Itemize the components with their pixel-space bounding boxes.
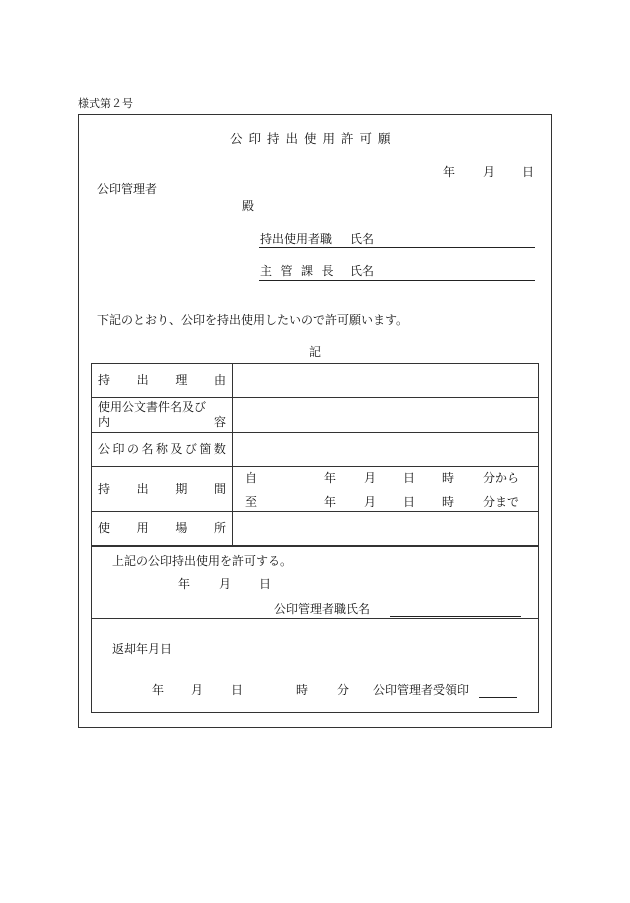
- manager-title-label: 主管課長: [260, 264, 343, 278]
- seal-label-text: [98, 442, 226, 457]
- period-to-minute: 分まで: [483, 495, 520, 509]
- applicant-title-label: 持出使用者職: [260, 232, 333, 246]
- approval-year: 年: [178, 577, 191, 591]
- label-char: 所: [213, 521, 226, 535]
- period-grid: [239, 467, 532, 511]
- label-char: 及: [170, 442, 183, 456]
- label-char: 名: [141, 442, 154, 456]
- label-char: 使: [98, 521, 111, 535]
- approval-signer-label: 公印管理者職氏名: [274, 602, 371, 616]
- label-char: の: [126, 442, 139, 456]
- label-char: び: [184, 442, 197, 456]
- period-value[interactable]: [233, 467, 539, 512]
- period-label-text: [98, 482, 226, 497]
- period-to-year: 年: [324, 495, 337, 509]
- period-from-hour: 時: [442, 471, 455, 485]
- approval-return-box: [91, 546, 539, 713]
- label-char: 持: [98, 481, 111, 496]
- label-char: 称: [155, 442, 168, 456]
- section-divider: [92, 618, 538, 619]
- label-char: 数: [213, 442, 226, 456]
- table-row: [92, 467, 539, 512]
- return-date-label: 返却年月日: [112, 642, 173, 656]
- period-to-month: 月: [364, 495, 377, 509]
- period-from-year: 年: [324, 471, 337, 485]
- table-row: [92, 398, 539, 433]
- period-to-hour: 時: [442, 495, 455, 509]
- label-char: 印: [112, 442, 125, 456]
- label-char: 理: [175, 373, 188, 387]
- applicant-signature-line: [259, 247, 535, 248]
- place-value[interactable]: [233, 512, 539, 546]
- table-row: [92, 512, 539, 546]
- table-row: [92, 364, 539, 398]
- approval-day: 日: [259, 577, 272, 591]
- period-from-minute: 分から: [483, 471, 520, 485]
- document-label-line1: 使用公文書件名及び: [98, 400, 207, 414]
- label-char: 出: [136, 481, 149, 496]
- document-label-you: 容: [213, 415, 226, 429]
- return-day: 日: [231, 683, 244, 697]
- date-year: 年: [443, 165, 456, 179]
- label-char: 箇: [199, 442, 212, 456]
- period-to-day: 日: [403, 495, 416, 509]
- form-number: 様式第２号: [78, 97, 133, 110]
- label-char: 用: [136, 521, 149, 535]
- row-label-period: [92, 467, 233, 512]
- period-to: 至: [245, 495, 258, 509]
- approval-month: 月: [219, 577, 232, 591]
- approval-signature-line[interactable]: [390, 616, 521, 617]
- period-from: 自: [245, 471, 258, 485]
- request-statement: 下記のとおり、公印を持出使用したいので許可願います。: [97, 313, 409, 327]
- request-table: [91, 363, 539, 546]
- return-minute: 分: [337, 683, 350, 697]
- approval-text: 上記の公印持出使用を許可する。: [112, 554, 293, 568]
- applicant-name-label: 氏名: [350, 232, 375, 246]
- return-hour: 時: [296, 683, 309, 697]
- date-month: 月: [483, 165, 496, 179]
- form-title: 公印持出使用許可願: [230, 131, 397, 146]
- row-label-document: [92, 398, 233, 433]
- honorific: 殿: [242, 199, 255, 213]
- receipt-seal-label: 公印管理者受領印: [373, 683, 470, 697]
- addressee: 公印管理者: [97, 182, 158, 196]
- label-char: 期: [175, 481, 188, 496]
- manager-signature-line: [259, 280, 535, 281]
- return-month: 月: [191, 683, 204, 697]
- document-label-line2: [98, 415, 226, 430]
- label-char: 場: [175, 521, 188, 535]
- label-char: 出: [136, 373, 149, 387]
- row-label-place: [92, 512, 233, 546]
- ki-heading: 記: [309, 345, 322, 359]
- period-from-day: 日: [403, 471, 416, 485]
- receipt-seal-line[interactable]: [479, 697, 517, 698]
- seal-value[interactable]: [233, 433, 539, 467]
- return-year: 年: [152, 683, 165, 697]
- reason-label-text: [98, 373, 226, 388]
- label-char: 持: [98, 373, 111, 387]
- table-row: [92, 433, 539, 467]
- document-value[interactable]: [233, 398, 539, 433]
- label-char: 間: [213, 481, 226, 496]
- period-from-month: 月: [364, 471, 377, 485]
- date-day: 日: [522, 165, 535, 179]
- label-char: 由: [213, 373, 226, 387]
- reason-value[interactable]: [233, 364, 539, 398]
- label-char: 公: [98, 442, 111, 456]
- place-label-text: [98, 521, 226, 536]
- document-label-uchi: 内: [98, 415, 111, 429]
- row-label-reason: [92, 364, 233, 398]
- manager-name-label: 氏名: [350, 264, 375, 278]
- row-label-seal: [92, 433, 233, 467]
